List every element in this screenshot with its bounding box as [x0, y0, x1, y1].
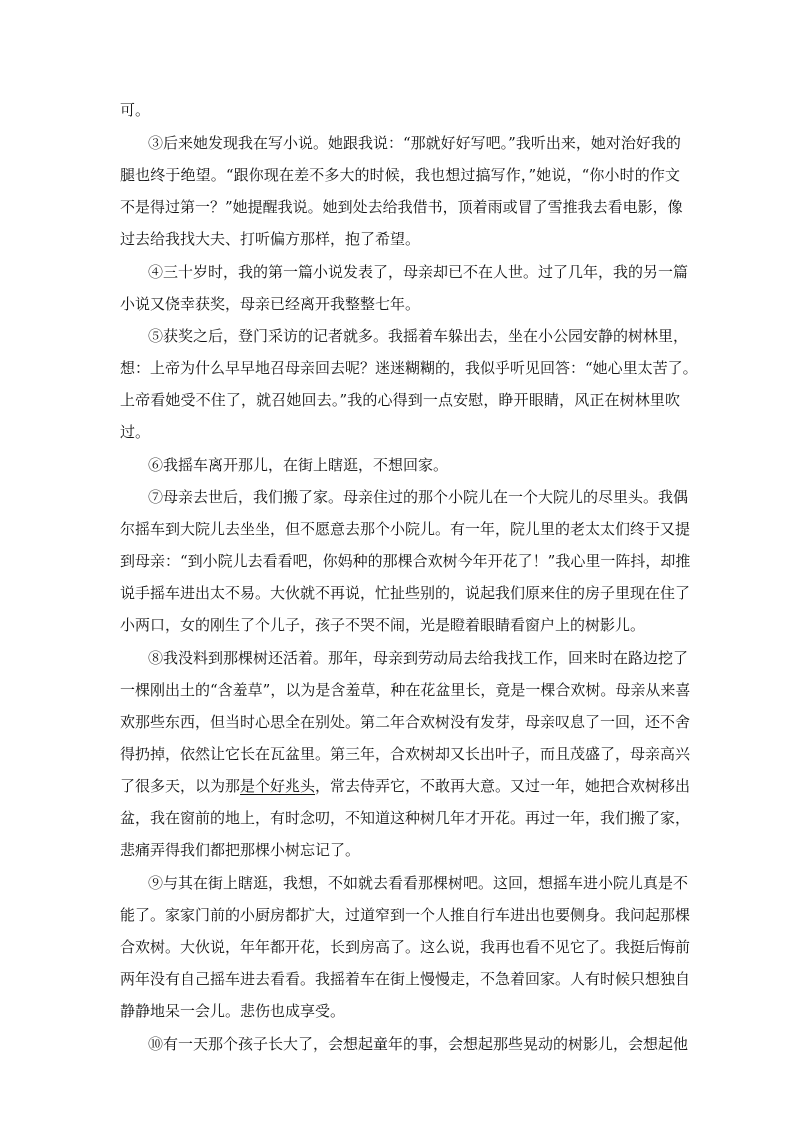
paragraph-6-line-1: ⑥我摇车离开那儿，在街上瞎逛，不想回家。	[148, 456, 449, 474]
paragraph-10-line-1: ⑩有一天那个孩子长大了，会想起童年的事，会想起那些晃动的树影儿，会想起他	[148, 1035, 689, 1053]
paragraph-4-line-2: 小说又侥幸获奖，母亲已经离开我整整七年。	[120, 295, 421, 313]
text-before-underline: 了很多天，以为那	[120, 777, 241, 795]
paragraph-9-line-1: ⑨与其在街上瞎逛，我想，不如就去看看那棵树吧。这回，想摇车进小院儿真是不	[148, 874, 689, 892]
paragraph-5-line-4: 过。	[120, 423, 151, 441]
paragraph-9-line-5: 静静地呆一会儿。悲伤也成享受。	[120, 1002, 346, 1020]
paragraph-9-line-3: 合欢树。大伙说，年年都开花，长到房高了。这么说，我再也看不见它了。我挺后悔前	[120, 938, 691, 956]
paragraph-3-line-1: ③后来她发现我在写小说。她跟我说：“那就好好写吧。”我听出来，她对治好我的	[148, 134, 681, 152]
paragraph-7-line-5: 小两口，女的刚生了个儿子，孩子不哭不闹，光是瞪着眼睛看窗户上的树影儿。	[120, 616, 646, 634]
paragraph-7-line-2: 尔摇车到大院儿去坐坐，但不愿意去那个小院儿。有一年，院儿里的老太太们终于又提	[120, 520, 691, 538]
paragraph-9-line-4: 两年没有自己摇车进去看看。我摇着车在街上慢慢走，不急着回家。人有时候只想独自	[120, 970, 691, 988]
paragraph-7-line-1: ⑦母亲去世后，我们搬了家。母亲住过的那个小院儿在一个大院儿的尽里头。我偶	[148, 488, 689, 506]
paragraph-3-line-3: 不是得过第一？”她提醒我说。她到处去给我借书，顶着雨或冒了雪推我去看电影，像	[120, 198, 683, 216]
paragraph-5-line-2: 想：上帝为什么早早地召母亲回去呢？迷迷糊糊的，我似乎听见回答：“她心里太苦了。	[120, 359, 698, 377]
text-line-1: 可。	[120, 101, 151, 119]
paragraph-8-line-7: 悲痛弄得我们都把那棵小树忘记了。	[120, 841, 361, 859]
paragraph-8-line-5	[120, 776, 691, 796]
paragraph-8-line-6: 盆，我在窗前的地上，有时念叨，不知道这种树几年才开花。再过一年，我们搬了家，	[120, 809, 691, 827]
paragraph-5-line-3: 上帝看她受不住了，就召她回去。”我的心得到一点安慰，睁开眼睛，风正在树林里吹	[120, 391, 680, 409]
paragraph-3-line-4: 过去给我找大夫、打听偏方那样，抱了希望。	[120, 230, 421, 248]
underlined-phrase: 是个好兆头	[240, 777, 316, 795]
paragraph-4-line-1: ④三十岁时，我的第一篇小说发表了，母亲却已不在人世。过了几年，我的另一篇	[148, 263, 689, 281]
paragraph-8-line-3: 欢那些东西，但当时心思全在别处。第二年合欢树没有发芽，母亲叹息了一回，还不舍	[120, 713, 691, 731]
paragraph-5-line-1: ⑤获奖之后，登门采访的记者就多。我摇着车躲出去，坐在小公园安静的树林里，	[148, 327, 689, 345]
paragraph-8-line-2: 一棵刚出土的“含羞草”，以为是含羞草，种在花盆里长，竟是一棵合欢树。母亲从来喜	[120, 681, 691, 699]
paragraph-7-line-3: 到母亲：“到小院儿去看看吧，你妈种的那棵合欢树今年开花了！”我心里一阵抖，却推	[120, 552, 691, 570]
paragraph-9-line-2: 能了。家家门前的小厨房都扩大，过道窄到一个人推自行车进出也要侧身。我问起那棵	[120, 906, 691, 924]
paragraph-8-line-1: ⑧我没料到那棵树还活着。那年，母亲到劳动局去给我找工作，回来时在路边挖了	[148, 649, 689, 667]
paragraph-7-line-4: 说手摇车进出太不易。大伙就不再说，忙扯些别的，说起我们原来住的房子里现在住了	[120, 584, 691, 602]
paragraph-8-line-4: 得扔掉，依然让它长在瓦盆里。第三年，合欢树却又长出叶子，而且茂盛了，母亲高兴	[120, 745, 691, 763]
text-after-underline: ，常去侍弄它，不敢再大意。又过一年，她把合欢树移出	[315, 777, 691, 795]
paragraph-3-line-2: 腿也终于绝望。“跟你现在差不多大的时候，我也想过搞写作，”她说，“你小时的作文	[120, 166, 680, 184]
